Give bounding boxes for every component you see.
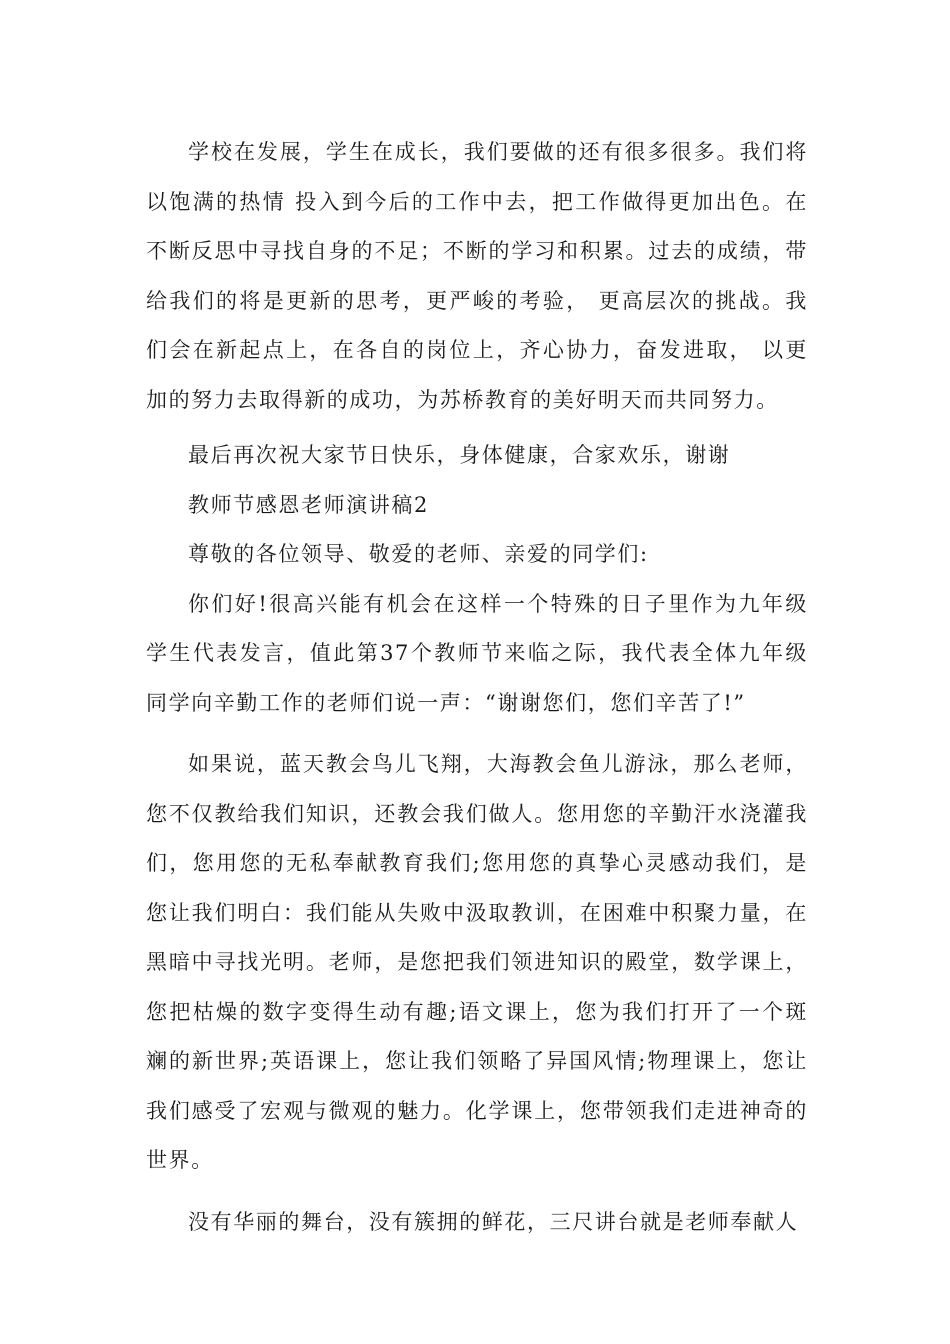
salutation: 尊敬的各位领导、敬爱的老师、亲爱的同学们: — [188, 542, 649, 566]
paragraph-closing-wishes: 最后再次祝大家节日快乐，身体健康，合家欢乐，谢谢 — [188, 443, 731, 467]
document-body — [146, 128, 808, 1247]
paragraph-stage: 没有华丽的舞台，没有簇拥的鲜花，三尺讲台就是老师奉献人 — [188, 1209, 799, 1234]
paragraph-closing-commitment: 学校在发展，学生在成长，我们要做的还有很多很多。我们将以饱满的热情 投入到今后的工作中去，把工作做得更加出色。在不断反思中寻找自身的不足；不断的学习和积累。过去的成绩，带给我们的将是更新的思考，更严峻的考验， 更高层次的挑战。我们会在新起点上，在各自的岗位上，齐心协力，奋发进取， 以更加的努力去取得新的成功，为苏桥教育的美好明天而共同努力。 — [146, 140, 808, 412]
paragraph-greeting: 你们好!很高兴能有机会在这样一个特殊的日子里作为九年级学生代表发言，值此第37个教师节来临之际，我代表全体九年级同学向辛勤工作的老师们说一声：“谢谢您们，您们辛苦了!” — [146, 591, 808, 715]
paragraph-teacher-praise: 如果说，蓝天教会鸟儿飞翔，大海教会鱼儿游泳，那么老师，您不仅教给我们知识，还教会我们做人。您用您的辛勤汗水浇灌我们，您用您的无私奉献教育我们;您用您的真挚心灵感动我们，是您让我们明白：我们能从失败中汲取教训，在困难中积聚力量，在黑暗中寻找光明。老师，是您把我们领进知识的殿堂，数学课上，您把枯燥的数字变得生动有趣;语文课上，您为我们打开了一个斑斓的新世界;英语课上，您让我们领略了异国风情;物理课上，您让我们感受了宏观与微观的魅力。化学课上，您带领我们走进神奇的世界。 — [146, 752, 808, 1172]
section-heading: 教师节感恩老师演讲稿2 — [188, 492, 429, 517]
